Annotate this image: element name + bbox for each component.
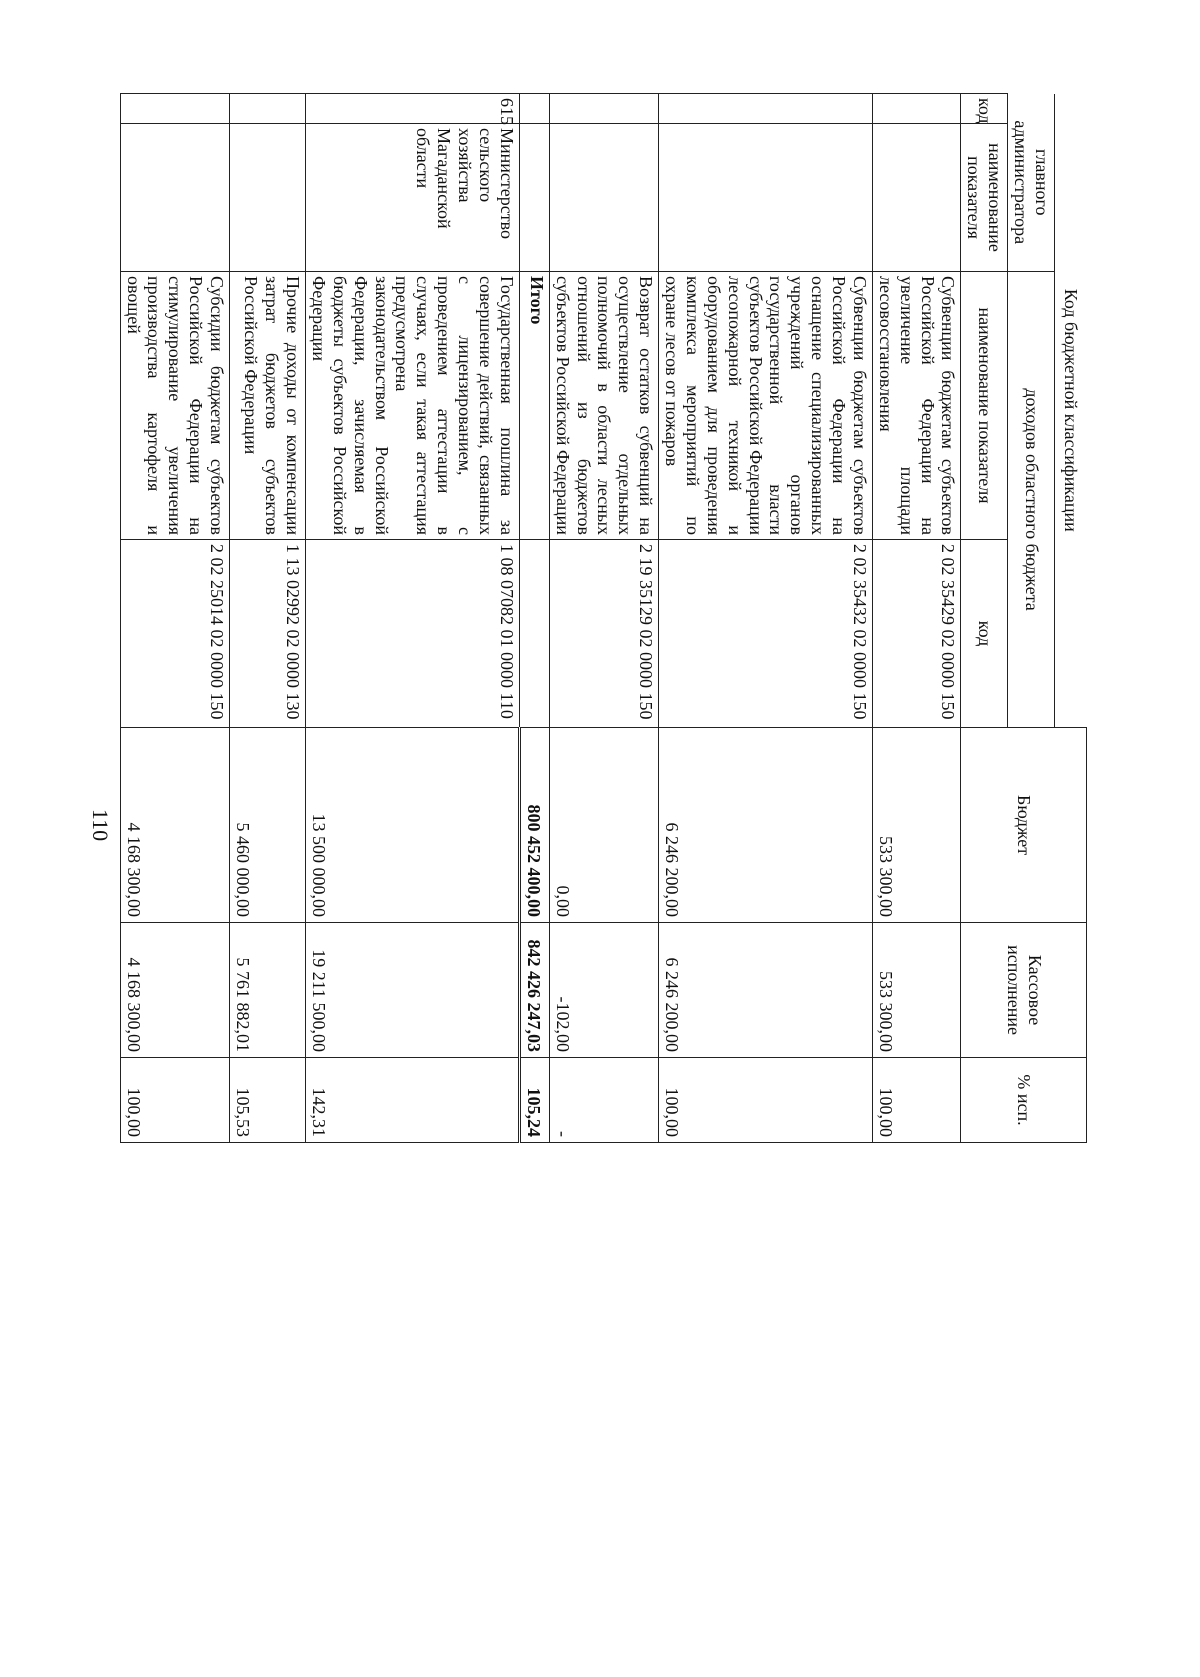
table-row [120, 94, 229, 1244]
table-row [306, 94, 520, 1244]
income-code-cell: 2 02 35429 02 0000 150 [873, 540, 962, 728]
admin-code-cell [659, 94, 873, 124]
percent-cell: 142,31 [306, 1058, 520, 1143]
income-name-cell: Субвенции бюджетам субъектов Российской Федерации на оснащение специализированных учреждений органов государственной власти субъектов Российской Федерации лесопожарной техникой и оборудованием для проведения комплекса мероприятий по охране лесов от пожаров [659, 272, 873, 540]
income-code-cell: 2 02 35432 02 0000 150 [659, 540, 873, 728]
admin-name-cell [230, 124, 306, 272]
admin-name-cell [873, 124, 962, 272]
admin-code-cell [519, 94, 549, 124]
admin-code-cell [549, 94, 658, 124]
budget-total-cell: 800 452 400,00 [519, 728, 549, 923]
admin-code-cell: 615 [306, 94, 520, 124]
header-income-title: доходов областного бюджета [1008, 272, 1055, 728]
header-percent: % исп. [961, 1058, 1087, 1143]
total-label-cell: Итого [519, 272, 549, 540]
page-number: 110 [88, 808, 113, 842]
total-row [519, 94, 549, 1244]
income-code-cell [519, 540, 549, 728]
admin-name-cell [549, 124, 658, 272]
header-budget: Бюджет [961, 728, 1087, 923]
budget-cell: 5 460 000,00 [230, 728, 306, 923]
execution-cell: 4 168 300,00 [120, 923, 229, 1058]
admin-name-cell: Министерство сельского хозяйства Магаданской области [306, 124, 520, 272]
percent-cell: 105,53 [230, 1058, 306, 1143]
execution-cell: -102,00 [549, 923, 658, 1058]
execution-total-cell: 842 426 247,03 [519, 923, 549, 1058]
execution-cell: 19 211 500,00 [306, 923, 520, 1058]
income-name-cell: Прочие доходы от компенсации затрат бюджетов субъектов Российской Федерации [230, 272, 306, 540]
budget-cell: 6 246 200,00 [659, 728, 873, 923]
table-row [549, 94, 658, 1244]
income-name-cell: Субсидии бюджетам субъектов Российской Федерации на стимулирование увеличения производства картофеля и овощей [120, 272, 229, 540]
admin-name-cell [120, 124, 229, 272]
income-code-cell: 2 19 35129 02 0000 150 [549, 540, 658, 728]
percent-cell: - [549, 1058, 658, 1143]
income-code-cell: 1 08 07082 01 0000 110 [306, 540, 520, 728]
percent-cell: 100,00 [873, 1058, 962, 1143]
header-group-title: Код бюджетной классификации [1055, 94, 1087, 728]
header-income-name: наименование показателя [961, 272, 1008, 540]
admin-code-cell [873, 94, 962, 124]
table-row [873, 94, 962, 1244]
percent-total-cell: 105,24 [519, 1058, 549, 1143]
execution-cell: 533 300,00 [873, 923, 962, 1058]
admin-code-cell [230, 94, 306, 124]
header-execution: Кассовое исполнение [961, 923, 1087, 1058]
header-admin-code: код [961, 94, 1008, 124]
admin-name-cell [519, 124, 549, 272]
header-income-code: код [961, 540, 1008, 728]
budget-cell: 533 300,00 [873, 728, 962, 923]
header-admin-title: главного администратора [1008, 94, 1055, 272]
table-row [230, 94, 306, 1244]
percent-cell: 100,00 [659, 1058, 873, 1143]
income-code-cell: 2 02 25014 02 0000 150 [120, 540, 229, 728]
percent-cell: 100,00 [120, 1058, 229, 1143]
income-name-cell: Субвенции бюджетам субъектов Российской Федерации на увеличение площади лесовосстановления [873, 272, 962, 540]
income-name-cell: Возврат остатков субвенций на осуществление отдельных полномочий в области лесных отношений из бюджетов субъектов Российской Федерации [549, 272, 658, 540]
admin-code-cell [120, 94, 229, 124]
execution-cell: 6 246 200,00 [659, 923, 873, 1058]
admin-name-cell [659, 124, 873, 272]
execution-cell: 5 761 882,01 [230, 923, 306, 1058]
header-admin-name: наименование показателя [961, 124, 1008, 272]
budget-cell: 4 168 300,00 [120, 728, 229, 923]
budget-cell: 13 500 000,00 [306, 728, 520, 923]
income-code-cell: 1 13 02992 02 0000 130 [230, 540, 306, 728]
table-row [659, 94, 873, 1244]
rotated-page-content [123, 93, 1087, 1243]
budget-income-table [120, 93, 1087, 1244]
income-name-cell: Государственная пошлина за совершение действий, связанных с лицензированием, с проведением аттестации в случаях, если такая аттестация предусмотрена законодательством Российской Федерации, зачисляемая в бюджеты субъектов Российской Федерации [306, 272, 520, 540]
budget-cell: 0,00 [549, 728, 658, 923]
